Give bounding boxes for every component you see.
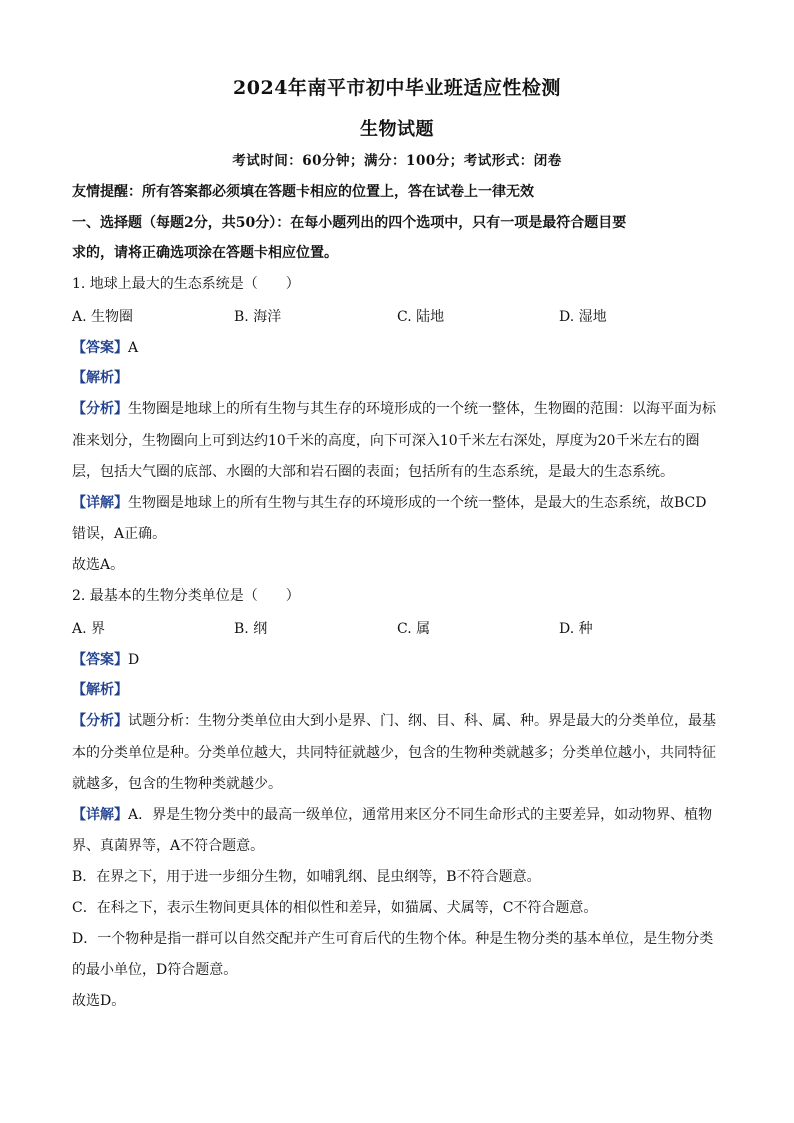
question-2-xiangjie-line: D．一个物种是指一群可以自然交配并产生可育后代的生物个体。种是生物分类的基本单位，是生物分类 [72, 931, 714, 947]
answer-label: 【答案】 [72, 340, 128, 356]
analysis-label: 【解析】 [72, 682, 128, 698]
question-1-analysis-label [72, 368, 128, 388]
option-c: C. 陆地 [397, 309, 445, 325]
fenxi-label: 【分析】 [72, 401, 128, 417]
option-a: A. 生物圈 [72, 309, 134, 325]
question-2-xiangjie-line: B．在界之下，用于进一步细分生物，如哺乳纲、昆虫纲等，B不符合题意。 [72, 869, 541, 885]
xiangjie-label: 【详解】 [72, 495, 128, 511]
question-2-options [72, 618, 732, 638]
notice: 友情提醒：所有答案都必须填在答题卡相应的位置上，答在试卷上一律无效 [72, 184, 534, 200]
question-2-fenxi-line: 就越多，包含的生物种类就越少。 [72, 776, 282, 792]
option-d: D. 种 [559, 621, 593, 637]
section-heading-line1: 一、选择题（每题2分，共50分）：在每小题列出的四个选项中，只有一项是最符合题目要 [72, 215, 627, 231]
fenxi-label: 【分析】 [72, 713, 128, 729]
xiangjie-label: 【详解】 [72, 807, 128, 823]
section-heading-line2: 求的，请将正确选项涂在答题卡相应位置。 [72, 245, 338, 261]
option-a: A. 界 [72, 621, 106, 637]
question-1-fenxi-line: 准来划分，生物圈向上可到达约10千米的高度，向下可深入10千米左右深处，厚度为20千米左右的圈 [72, 433, 700, 449]
exam-title: 2024年南平市初中毕业班适应性检测 [233, 77, 561, 99]
question-2-fenxi-line [72, 711, 716, 731]
xiangjie-text: 生物圈是地球上的所有生物与其生存的环境形成的一个统一整体，是最大的生态系统，故BCD [128, 495, 707, 511]
option-d: D. 湿地 [559, 309, 607, 325]
answer-label: 【答案】 [72, 652, 128, 668]
question-1-options [72, 306, 732, 326]
question-2-answer [72, 650, 139, 670]
fenxi-text: 生物圈是地球上的所有生物与其生存的环境形成的一个统一整体，生物圈的范围：以海平面为标 [128, 401, 716, 417]
question-1-fenxi-line [72, 399, 716, 419]
question-2-xiangjie-line: 界、真菌界等，A不符合题意。 [72, 838, 265, 854]
question-1-stem: 1. 地球上最大的生态系统是（ ） [72, 276, 300, 292]
question-2-xiangjie-line [72, 805, 712, 825]
question-2-conclusion: 故选D。 [72, 993, 126, 1009]
answer-value: D [128, 652, 140, 668]
analysis-label: 【解析】 [72, 370, 128, 386]
xiangjie-text: A．界是生物分类中的最高一级单位，通常用来区分不同生命形式的主要差异，如动物界、植物 [128, 807, 713, 823]
option-b: B. 纲 [234, 621, 268, 637]
question-1-xiangjie-line: 错误，A正确。 [72, 526, 167, 542]
answer-value: A [128, 340, 139, 356]
question-2-xiangjie-line: C．在科之下，表示生物间更具体的相似性和差异，如猫属、犬属等，C不符合题意。 [72, 900, 598, 916]
subject-title: 生物试题 [360, 119, 434, 140]
exam-info: 考试时间：60分钟；满分：100分；考试形式：闭卷 [232, 153, 562, 169]
option-b: B. 海洋 [234, 309, 282, 325]
question-1-xiangjie-line [72, 493, 706, 513]
fenxi-text: 试题分析：生物分类单位由大到小是界、门、纲、目、科、属、种。界是最大的分类单位，最基 [128, 713, 716, 729]
question-1-conclusion: 故选A。 [72, 557, 125, 573]
question-1-fenxi-line: 层，包括大气圈的底部、水圈的大部和岩石圈的表面；包括所有的生态系统，是最大的生态系统。 [72, 464, 674, 480]
question-2-xiangjie-line: 的最小单位，D符合题意。 [72, 962, 238, 978]
option-c: C. 属 [397, 621, 431, 637]
question-2-stem: 2. 最基本的生物分类单位是（ ） [72, 588, 300, 604]
question-2-fenxi-line: 本的分类单位是种。分类单位越大，共同特征就越少，包含的生物种类就越多；分类单位越小，共同特征 [72, 745, 716, 761]
question-1-answer [72, 338, 138, 358]
question-2-analysis-label [72, 680, 128, 700]
